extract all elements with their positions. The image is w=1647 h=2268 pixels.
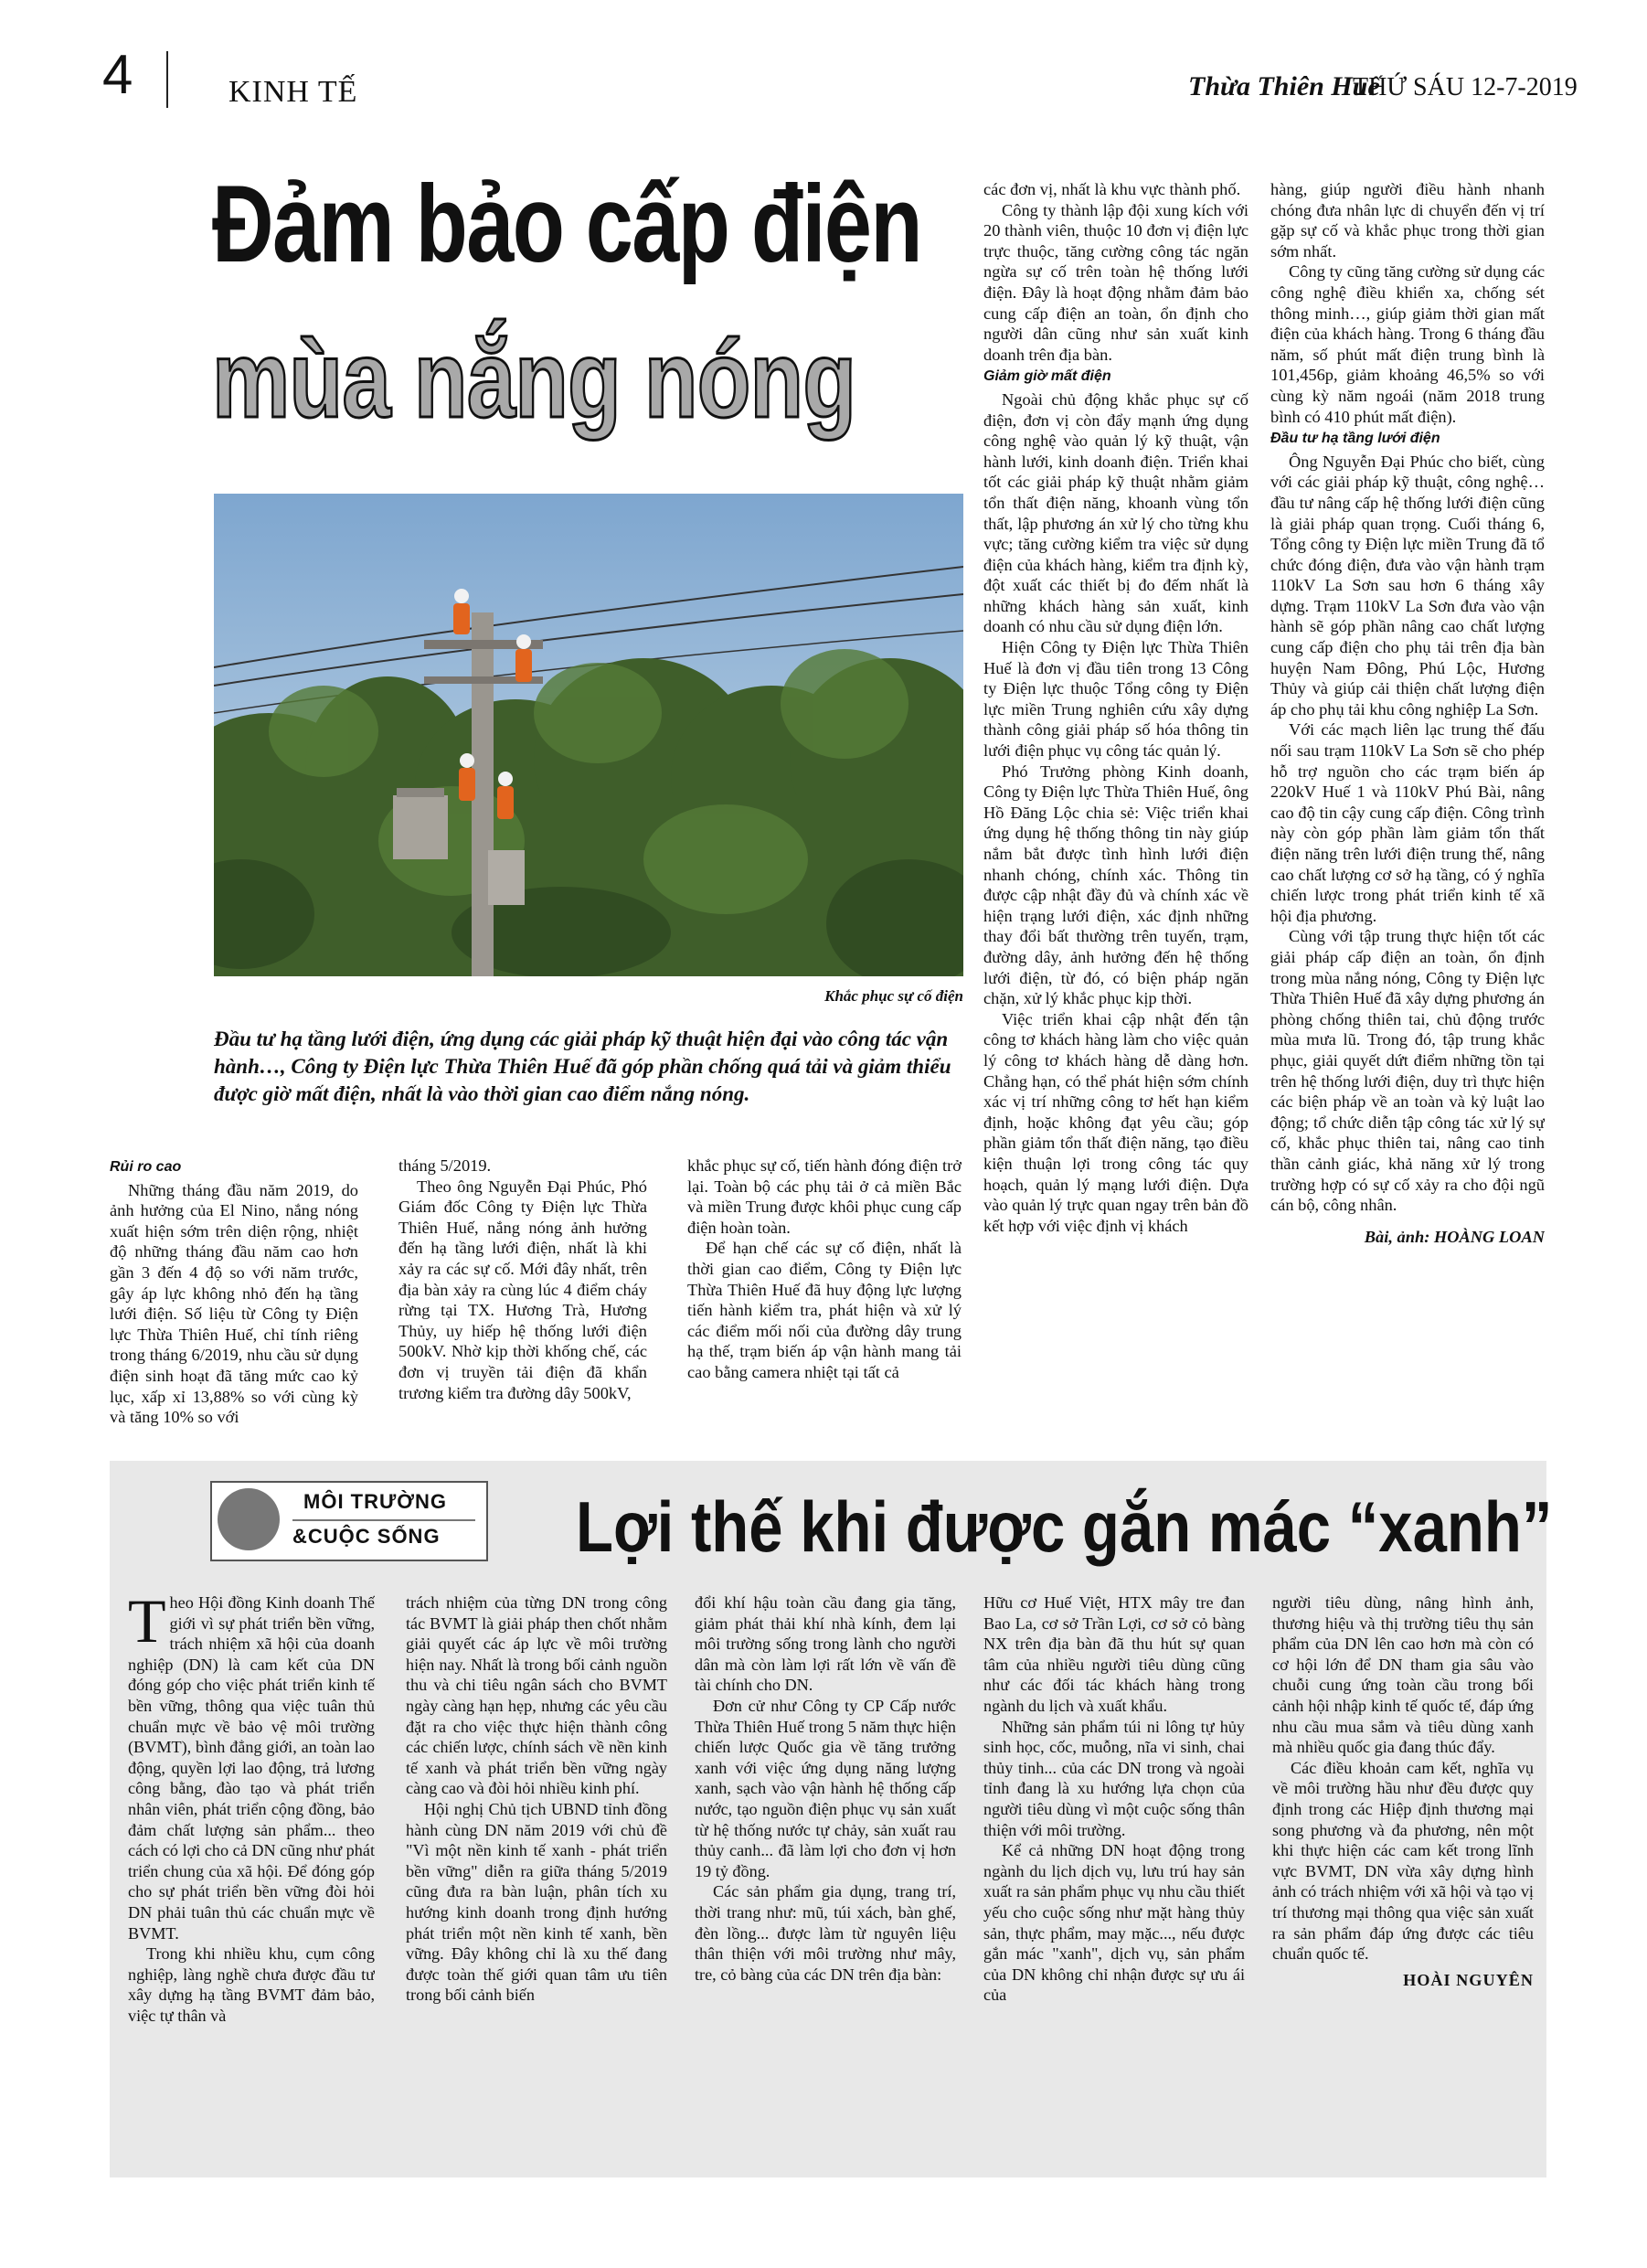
- paragraph: Kể cả những DN hoạt động trong ngành du lịch dịch vụ, lưu trú hay sản xuất ra sản phẩm phục vụ nhu cầu thiết yếu cho cuộc sống như mặt hàng thủy sản, thực phẩm, may mặc..., nếu được gắn mác "xanh", dịch vụ, sản phẩm của DN không chỉ nhận được sự ưu ái của: [983, 1841, 1245, 2005]
- paragraph: Theo ông Nguyễn Đại Phúc, Phó Giám đốc Công ty Điện lực Thừa Thiên Huế, nắng nóng ảnh hưởng đến hạ tầng lưới điện, nhất là khi xảy ra các sự cố. Mới đây nhất, trên địa bàn xảy ra cùng lúc 4 điểm cháy rừng tại TX. Hương Trà, Hương Thủy, uy hiếp hệ thống lưới điện 500kV. Nhờ kịp thời khống chế, các đơn vị truyền tải điện đã khẩn trương kiểm tra đường dây 500kV,: [398, 1177, 647, 1402]
- leaf-emblem-icon: [218, 1488, 280, 1550]
- logo-divider: [292, 1519, 475, 1521]
- paragraph: trách nhiệm của từng DN trong công tác BVMT là giải pháp then chốt nhằm giải quyết các áp lực về môi trường hiện nay. Nhất là trong bối cảnh nguồn thu và chi tiêu ngân sách cho BVMT ngày càng hạn hẹp, nhưng các yêu cầu đặt ra cho việc thực hiện thành công các chiến lược, chính sách về nền kinh tế xanh và phát triển bền vững ngày càng cao và đòi hỏi nhiều kinh phí.: [406, 1593, 667, 1798]
- paragraph: Đơn cử như Công ty CP Cấp nước Thừa Thiên Huế trong 5 năm thực hiện chiến lược Quốc gia về tăng trưởng xanh với việc ứng dụng năng lượng xanh, sạch vào vận hành hệ thống cấp nước, tạo nguồn điện phục vụ sản xuất từ hệ thống nước tự chảy, sản xuất rau thủy canh... đã làm lợi cho đơn vị hơn 19 tỷ đồng.: [695, 1696, 956, 1880]
- subheading: Giảm giờ mất điện: [983, 368, 1111, 385]
- paragraph: khắc phục sự cố, tiến hành đóng điện trở lại. Toàn bộ các phụ tải ở cả miền Bắc và miền Trung được khôi phục cung cấp điện hoàn toàn.: [687, 1156, 962, 1237]
- paragraph: Hiện Công ty Điện lực Thừa Thiên Huế là đơn vị đầu tiên trong 13 Công ty Điện lực thuộc Tổng công ty Điện lực miền Trung nghiên cứu xây dựng thành công giải pháp số hóa thông tin lưới điện phục vụ công tác quản lý.: [983, 638, 1249, 761]
- article1-column-1: [110, 1155, 358, 1446]
- paragraph: Với các mạch liên lạc trung thế đấu nối sau trạm 110kV La Sơn sẽ cho phép hỗ trợ nguồn cho các trạm biến áp 220kV Huế 1 và 110kV Phú Bài, nâng cao độ tin cậy cung cấp điện. Công trình này còn góp phần làm giảm tổn thất điện năng trên lưới điện trung thế, nâng cao chất lượng cơ sở hạ tầng, có ý nghĩa chiến lược trong phát triển kinh tế xã hội địa phương.: [1270, 720, 1545, 925]
- paragraph: Cùng với tập trung thực hiện tốt các giải pháp cấp điện an toàn, ổn định trong mùa nắng nóng, Công ty Điện lực Thừa Thiên Huế đã xây dựng phương án phòng chống thiên tai, chủ động trước mùa mưa lũ. Trong đó, tập trung khắc phục, giải quyết dứt điểm những tồn tại trên hệ thống lưới điện, duy trì thực hiện các biện pháp về an toàn và kỷ luật lao động; tổ chức diễn tập công tác xử lý sự cố, khắc phục thiên tai, nâng cao tinh thần cảnh giác, khả năng xử lý trong trường hợp có sự cố xảy ra cho đội ngũ cán bộ, công nhân.: [1270, 927, 1545, 1215]
- paragraph: Trong khi nhiều khu, cụm công nghiệp, làng nghề chưa được đầu tư xây dựng hạ tầng BVMT đảm bảo, việc tự thân và: [128, 1944, 375, 2025]
- paragraph: Hội nghị Chủ tịch UBND tỉnh đồng hành cùng DN năm 2019 với chủ đề "Vì một nền kinh tế xanh - phát triển bền vững" diễn ra giữa tháng 5/2019 cũng đưa ra bàn luận, phân tích xu hướng kinh doanh trong định hướng phát triển một nền kinh tế xanh, bền vững. Đây không chỉ là xu thế đang được toàn thế giới quan tâm ưu tiên trong bối cảnh biến: [406, 1799, 667, 2005]
- paragraph: các đơn vị, nhất là khu vực thành phố.: [983, 180, 1241, 198]
- subheading: Đầu tư hạ tầng lưới điện: [1270, 431, 1440, 447]
- article1-column-5: [1270, 179, 1545, 1452]
- paragraph: Công ty cũng tăng cường sử dụng các công nghệ điều khiển xa, chống sét thông minh…, giúp giảm thời gian mất điện của khách hàng. Trong 6 tháng đầu năm, số phút mất điện trung bình là 101,456p, giảm khoảng 46,5% so với cùng kỳ năm ngoái (năm 2018 trung bình có 410 phút mất điện).: [1270, 262, 1545, 426]
- page-number: 4: [102, 44, 133, 105]
- paragraph: Hữu cơ Huế Việt, HTX mây tre đan Bao La, cơ sở Trần Lợi, cơ sở cỏ bàng NX trên địa bàn đã thu hút sự quan tâm của nhiều người tiêu dùng cũng như các đối tác khách hàng trong ngành du lịch và xuất khẩu.: [983, 1593, 1245, 1715]
- byline: Bài, ảnh: HOÀNG LOAN: [1364, 1227, 1545, 1246]
- subheading: Rủi ro cao: [110, 1159, 182, 1175]
- paragraph: Ông Nguyễn Đại Phúc cho biết, cùng với các giải pháp kỹ thuật, công nghệ… đầu tư nâng cấp hệ thống lưới điện cũng là giải pháp quan trọng. Cuối tháng 6, Tổng công ty Điện lực miền Trung đã tổ chức đóng điện, đưa vào vận hành trạm 110kV La Sơn sau hơn 6 tháng xây dựng. Trạm 110kV La Sơn đưa vào vận hành sẽ góp phần nâng cao chất lượng cung cấp điện cho phụ tải trên địa bàn huyện Nam Đông, Phú Lộc, Hương Thủy và giúp cải thiện chất lượng điện áp cho phụ tải khu công nghiệp La Sơn.: [1270, 452, 1545, 719]
- paragraph: Những sản phẩm túi ni lông tự hủy sinh học, cốc, muỗng, nĩa vi sinh, chai thủy tinh... của các DN trong và ngoài tỉnh đang là xu hướng lựa chọn của người tiêu dùng vì một cuộc sống thân thiện với môi trường.: [983, 1717, 1245, 1839]
- issue-date: THỨ SÁU 12-7-2019: [1353, 73, 1578, 101]
- paragraph: Ngoài chủ động khắc phục sự cố điện, đơn vị còn đẩy mạnh ứng dụng công nghệ vào quản lý kỹ thuật, vận hành lưới, kinh doanh điện. Triển khai tốt các giải pháp kỹ thuật nhằm giảm tổn thất điện năng, khoanh vùng tổn thất, lập phương án xử lý cho từng khu vực; tăng cường kiểm tra việc sử dụng điện của khách hàng, kiểm tra định kỳ, đột xuất các thiết bị đo đếm nhất là những khách hàng sản xuất, kinh doanh có nhu cầu sử dụng điện lớn.: [983, 389, 1249, 636]
- article1-column-3: [687, 1155, 962, 1446]
- logo-text-line2: &CUỘC SỐNG: [292, 1525, 441, 1548]
- paragraph: heo Hội đồng Kinh doanh Thế giới vì sự phát triển bền vững, trách nhiệm xã hội của doanh nghiệp (DN) là cam kết của DN đóng góp cho việc phát triển kinh tế bền vững, thông qua việc tuân thủ chuẩn mực về bảo vệ môi trường (BVMT), bình đẳng giới, an toàn lao động, quyền lợi lao động, trả lương công bằng, đào tạo và phát triển nhân viên, phát triển cộng đồng, bảo đảm chất lượng sản phẩm... theo cách có lợi cho cả DN cũng như phát triển chung của xã hội. Để đóng góp cho sự phát triển bền vững đòi hỏi DN phải tuân thủ các chuẩn mực về BVMT.: [128, 1593, 375, 1943]
- paragraph: Việc triển khai cập nhật đến tận công tơ khách hàng làm cho việc quản lý công tơ khách hàng dễ dàng hơn. Chẳng hạn, có thể phát hiện sớm chính xác vị trí những công tơ hết hạn kiểm định, hoặc không đạt yêu cầu; góp phần giảm tổn thất điện năng, tạo điều kiện thuận lợi trong công tác quy hoạch, quản lý mạng lưới điện. Dựa vào quản lý trực quan ngay trên bản đồ kết hợp với việc định vị khách: [983, 1009, 1249, 1235]
- paragraph: Những tháng đầu năm 2019, do ảnh hưởng của El Nino, nắng nóng xuất hiện sớm trên diện rộng, nhiệt độ những tháng đầu năm cao hơn gần 3 đến 4 độ so với năm trước, gây áp lực không nhỏ đến hạ tầng lưới điện. Số liệu từ Công ty Điện lực Thừa Thiên Huế, chỉ tính riêng trong tháng 6/2019, nhu cầu sử dụng điện sinh hoạt đã tăng mức cao kỷ lục, xấp xỉ 13,88% so với cùng kỳ và tăng 10% so với: [110, 1180, 358, 1427]
- paragraph: tháng 5/2019.: [398, 1156, 492, 1175]
- article1-column-4: [983, 179, 1249, 1428]
- article1-column-2: [398, 1155, 647, 1446]
- column-logo: [210, 1481, 488, 1561]
- newspaper-name: Thừa Thiên Huế: [1188, 71, 1380, 101]
- article-lead: Đầu tư hạ tầng lưới điện, ứng dụng các giải pháp kỹ thuật hiện đại vào công tác vận hành…, Công ty Điện lực Thừa Thiên Huế đã góp phần chống quá tải và giảm thiểu được giờ mất điện, nhất là vào thời gian cao điểm nắng nóng.: [214, 1028, 951, 1105]
- drop-cap: T: [128, 1592, 166, 1656]
- article2-column-4: [983, 1592, 1245, 2159]
- logo-text-line1: MÔI TRƯỜNG: [303, 1490, 448, 1513]
- paragraph: Các điều khoản cam kết, nghĩa vụ về môi trường hầu như đều được quy định trong các Hiệp định thương mại song phương và đa phương, nên một khi thực hiện các cam kết trong lĩnh vực BVMT, DN vừa xây dựng hình ảnh có trách nhiệm với xã hội và tạo vị trí thương mại thông qua việc sản xuất ra sản phẩm đáp ứng được các tiêu chuẩn quốc tế.: [1272, 1758, 1534, 1964]
- byline: HOÀI NGUYÊN: [1403, 1970, 1534, 1989]
- article2-column-1: [128, 1592, 375, 2159]
- power-line-repair-photo: [214, 494, 963, 976]
- article2-column-5: [1272, 1592, 1534, 2163]
- paragraph: Công ty thành lập đội xung kích với 20 thành viên, thuộc 10 đơn vị điện lực trực thuộc, tăng cường công tác ngăn ngừa sự cố trên toàn hệ thống lưới điện. Đây là hoạt động nhằm đảm bảo cung cấp điện an toàn, ổn định cho người dân cũng như sản xuất kinh doanh trên địa bàn.: [983, 200, 1249, 364]
- feature-headline: Lợi thế khi được gắn mác “xanh”: [576, 1486, 1553, 1567]
- paragraph: Phó Trưởng phòng Kinh doanh, Công ty Điện lực Thừa Thiên Huế, ông Hồ Đăng Lộc chia sẻ: Việc triển khai ứng dụng hệ thống thông tin này giúp nắm bắt được tình hình lưới điện nhanh chóng, chính xác. Thông tin được cập nhật đầy đủ và chính xác về hiện trạng lưới điện, xác định những thay đổi bất thường trên tuyến, trạm, đường dây, ảnh hưởng đến hệ thống lưới điện, từ đó, có biện pháp ngăn chặn, xử lý khắc phục kịp thời.: [983, 761, 1249, 1008]
- paragraph: Để hạn chế các sự cố điện, nhất là thời gian cao điểm, Công ty Điện lực Thừa Thiên Huế đã huy động lực lượng tiến hành kiểm tra, phát hiện và xử lý các điểm mối nối của đường dây trung hạ thế, trạm biến áp vận hành mang tải cao bằng camera nhiệt tại tất cả: [687, 1239, 962, 1381]
- photo-caption: Khắc phục sự cố điện: [824, 987, 963, 1005]
- article2-column-2: [406, 1592, 667, 2159]
- paragraph: đổi khí hậu toàn cầu đang gia tăng, giảm phát thải khí nhà kính, đem lại môi trường sống trong lành cho người dân mà còn làm lợi rất lớn về vấn đề tài chính cho DN.: [695, 1593, 956, 1695]
- headline-line1: Đảm bảo cấp điện: [212, 163, 922, 285]
- headline-line2: mùa nắng nóng: [212, 318, 856, 441]
- section-name: KINH TẾ: [228, 75, 358, 109]
- article-photo: [214, 494, 963, 976]
- paragraph: người tiêu dùng, nâng hình ảnh, thương hiệu và thị trường tiêu thụ sản phẩm của DN lên cao hơn mà còn có cơ hội lớn để DN tham gia sâu vào chuỗi cung ứng toàn cầu trong bối cảnh hội nhập kinh tế quốc tế, đáp ứng nhu cầu mua sắm và tiêu dùng xanh mà nhiều quốc gia đang thúc đẩy.: [1272, 1593, 1534, 1757]
- paragraph: hàng, giúp người điều hành nhanh chóng đưa nhân lực di chuyển đến vị trí gặp sự cố và khắc phục trong thời gian sớm nhất.: [1270, 180, 1545, 261]
- header-divider: [166, 51, 168, 108]
- article2-column-3: [695, 1592, 956, 2159]
- paragraph: Các sản phẩm gia dụng, trang trí, thời trang như: mũ, túi xách, bàn ghế, đèn lồng... được làm từ nguyên liệu thân thiện với môi trường như mây, tre, cỏ bàng của các DN trên địa bàn:: [695, 1882, 956, 1984]
